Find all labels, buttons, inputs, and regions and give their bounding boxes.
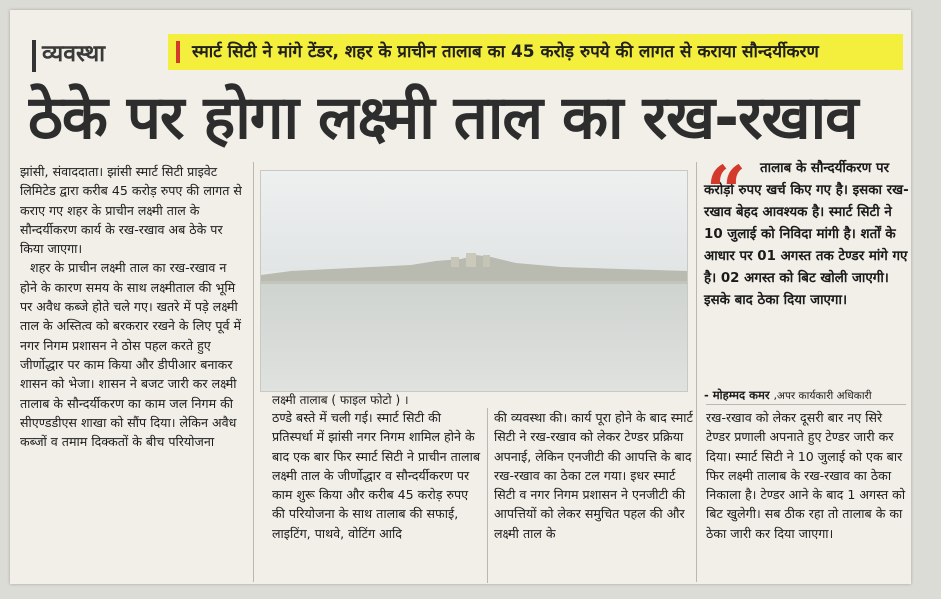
article-column-2 [272, 408, 482, 583]
section-label [28, 36, 105, 72]
article-column-3 [494, 408, 696, 583]
quote-mark-icon: “ [706, 150, 747, 233]
column-divider [487, 408, 488, 583]
article-paragraph: झांसी, संवाददाता। झांसी स्मार्ट सिटी प्राइवेट लिमिटेड द्वारा करीब 45 करोड़ रुपए की लागत से कराए गए शहर के प्राचीन लक्ष्मी ताल के सौन्दर्यीकरण कार्य के रख-रखाव अब ठेके पर किया जाएगा। [20, 164, 242, 257]
quote-divider [706, 404, 906, 405]
article-paragraph: ठण्डे बस्ते में चली गई। स्मार्ट सिटी की प्रतिस्पर्धा में झांसी नगर निगम शामिल होने के बाद एक बार फिर स्मार्ट सिटी ने प्राचीन तालाब लक्ष्मी ताल के जीर्णोद्धार व सौन्दर्यीकरण पर काम शुरू किया और करीब 45 करोड़ रुपए की परियोजना के साथ तालाब की सफाई, लाइटिंग, पाथवे, वोटिंग आदि [272, 410, 481, 541]
section-label-text: व्यवस्था [42, 41, 106, 67]
quote-author: - मोहम्मद कमर [704, 388, 770, 402]
quote-author-role: ,अपर कार्यकारी अधिकारी [773, 390, 872, 402]
column-divider [696, 162, 697, 582]
photo-caption: लक्ष्मी तालाब ( फाइल फोटो ) । [272, 393, 409, 407]
quote-text: तालाब के सौन्दर्यीकरण पर करोड़ो रुपए खर्च किए गए है। इसका रख-रखाव बेहद आवश्यक है। स्मार्ट सिटी ने 10 जुलाई को निविदा मांगी है। शर्तों के आधार पर 01 अगस्त तक टेण्डर मांगे गए है। 02 अगस्त को बिट खोली जाएगी। इसके बाद ठेका दिया जाएगा। [704, 161, 909, 308]
lake-photo-image [261, 171, 687, 391]
article-paragraph: रख-रखाव को लेकर दूसरी बार नए सिरे टेण्डर प्रणाली अपनाते हुए टेण्डर जारी कर दिया। स्मार्ट सिटी ने 10 जुलाई को एक बार फिर लक्ष्मी तालाब के रख-रखाव का ठेका निकाला है। टेण्डर आने के बाद 1 अगस्त को बिट खुलेगी। सब ठीक रहा तो तालाब के का ठेका जारी कर दिया जाएगा। [706, 410, 906, 541]
article-paragraph: शहर के प्राचीन लक्ष्मी ताल का रख-रखाव न होने के कारण समय के साथ लक्ष्मीताल की भूमि पर अवैध कब्जे होते चले गए। खतरे में पड़े लक्ष्मी ताल के अस्तित्व को बरकरार रखने के लिए पूर्व में नगर निगम प्रशासन ने ठोस पहल करते हुए जीर्णोद्धार पर काम किया और डीपीआर बनाकर शासन को भेजा। शासन ने बजट जारी कर लक्ष्मी तालाब के सौन्दर्यीकरण का काम जल निगम की सीएण्डडीएस शाखा को सौंप दिया। लेकिन अवैध कब्जों व तमाम दिक्कतों के बीच परियोजना [20, 260, 242, 450]
headline: ठेके पर होगा लक्ष्मी ताल का रख-रखाव [28, 83, 858, 153]
pull-quote [704, 150, 910, 410]
newspaper-clipping [10, 10, 911, 584]
article-paragraph: की व्यवस्था की। कार्य पूरा होने के बाद स्मार्ट सिटी ने रख-रखाव को लेकर टेण्डर प्रक्रिया अपनाई, लेकिन एनजीटी की आपत्ति के बाद रख-रखाव का ठेका टल गया। इधर स्मार्ट सिटी व नगर निगम प्रशासन ने एनजीटी की आपत्तियों को लेकर समुचित पहल की और लक्ष्मी ताल के [494, 410, 693, 541]
column-divider [253, 162, 254, 582]
kicker-banner: स्मार्ट सिटी ने मांगे टेंडर, शहर के प्राचीन तालाब का 45 करोड़ रुपये की लागत से कराया सौन्दर्यीकरण [168, 34, 903, 70]
article-column-1 [20, 162, 242, 582]
article-column-4 [706, 408, 906, 583]
lake-photo [260, 170, 688, 392]
